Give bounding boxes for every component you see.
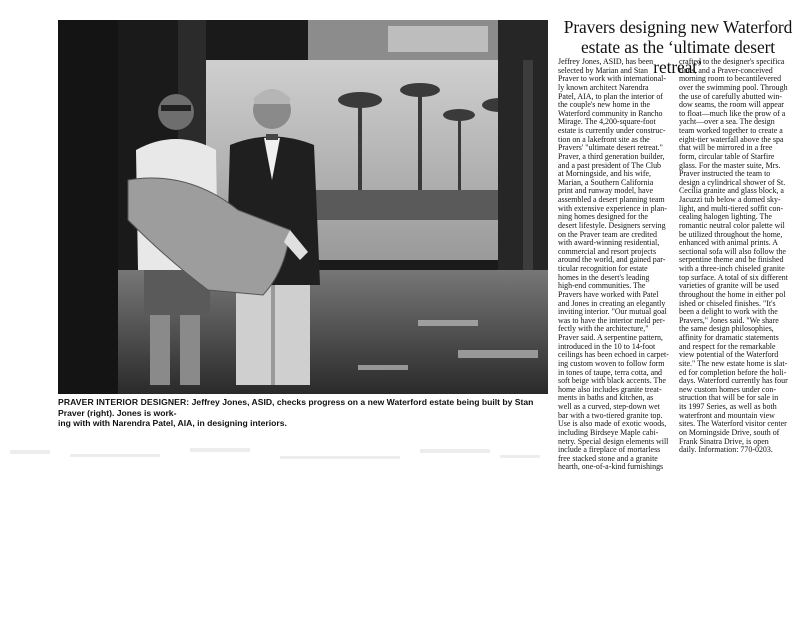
- article-text-line: that will be mirrored in a free: [679, 143, 773, 153]
- article-text-line: with award-winning residential,: [558, 238, 660, 248]
- article-text-line: daily. Information: 770-0203.: [679, 445, 773, 455]
- article-text-line: ning homes designed for the: [558, 212, 648, 222]
- article-text-line: on Morningside Drive, south of: [679, 427, 780, 437]
- article-text-line: the use of carefully abutted win-: [679, 91, 782, 101]
- caption-lead: PRAVER INTERIOR DESIGNER:: [58, 397, 190, 407]
- article-text-line: and a past president of The Club: [558, 160, 662, 170]
- article-text-line: sectional sofa will also follow the: [679, 246, 786, 256]
- article-text-line: the couple's new home in the: [558, 100, 651, 110]
- article-text-line: was to have the interior meld per-: [558, 315, 665, 325]
- photo-illustration: [58, 20, 548, 394]
- article-text-line: Jacuzzi tub below a domed sky-: [679, 195, 781, 204]
- article-text-line: fectly with the architecture,": [558, 324, 649, 334]
- article-text-line: view potential of the Waterford: [679, 350, 779, 360]
- article-text-line: ly known architect Narendra: [558, 82, 649, 92]
- article-text-line: netry. Special design elements will: [558, 436, 669, 446]
- article-text-line: waterfront and mountain view: [679, 410, 775, 420]
- article-text-line: ing custom woven to follow form: [558, 358, 665, 368]
- article-text-line: sites. The Waterford visitor center: [679, 419, 787, 429]
- article-text-line: light, and multi-tiered soffit con-: [679, 203, 784, 213]
- article-text-line: throughout the home in either pol: [679, 289, 786, 299]
- article-text-line: free stacked stone and a granite: [558, 453, 658, 463]
- news-photo: [58, 20, 548, 394]
- article-text-line: Mirage. The 4,200-square-foot: [558, 117, 656, 127]
- article-text-line: tion on a lakefront site as the: [558, 134, 650, 144]
- article-text-line: Pravers' "ultimate desert retreat.": [558, 143, 663, 153]
- article-text-line: cealing halogen lighting. The: [679, 212, 772, 222]
- article-text-line: around the world, and gained par-: [558, 255, 666, 265]
- article-text-line: glass. For the master suite, Mrs.: [679, 160, 781, 170]
- article-text-line: ceilings has been echoed in carpet-: [558, 350, 669, 360]
- article-text-line: Patel, AIA, to plan the interior of: [558, 91, 663, 101]
- article-text-line: with extensive experience in plan-: [558, 203, 667, 213]
- article-text-line: serpentine theme and be finished: [679, 255, 784, 265]
- article-text-line: commercial and resort projects: [558, 246, 657, 256]
- article-text-line: the same design philosophies,: [679, 324, 774, 334]
- article-text-line: introduced in the 10 to 14-foot: [558, 341, 656, 351]
- article-text-line: homes in the desert's leading: [558, 272, 650, 282]
- article-text-line: Frank Sinatra Drive, is open: [679, 436, 769, 446]
- article-text-line: eight-tier waterfall above the spa: [679, 134, 784, 144]
- caption-text: Jeffrey Jones, ASID, checks progress on a new Waterford estate being built by Stan Praver (right). Jones is work-: [58, 397, 534, 418]
- article-text-line: and Jones in creating an elegantly: [558, 298, 666, 308]
- article-text-line: hearth, one-of-a-kind furnishings: [558, 462, 664, 472]
- article-text-line: estate is currently under construc-: [558, 126, 666, 135]
- article-text-line: varieties of granite will be used: [679, 281, 779, 291]
- article-text-line: form, circular table of Starfire: [679, 151, 775, 161]
- article-text-line: tions, and a Praver-conceived: [679, 65, 773, 75]
- article-text-line: desert lifestyle. Designers serving: [558, 220, 666, 230]
- article-text-line: high-end communities. The: [558, 281, 646, 291]
- article-text-line: with a three-inch chiseled granite: [679, 264, 785, 273]
- article-text-line: enhanced with animal prints. A: [679, 238, 778, 248]
- article-text-line: yacht—over a sea. The design: [679, 117, 775, 127]
- article-text-line: team worked together to create a: [679, 126, 783, 135]
- article-text-line: Praver said. A serpentine pattern,: [558, 333, 663, 342]
- article-text-line: Praver to work with international-: [558, 74, 667, 84]
- article-text-line: assembled a desert planning team: [558, 195, 665, 204]
- article-text-line: struction that will be for sale in: [679, 393, 779, 403]
- article-text-line: design a cylindrical shower of St.: [679, 177, 786, 187]
- article-text-line: soft beige with black accents. The: [558, 376, 666, 386]
- article-text-line: ticular recognition for estate: [558, 264, 648, 273]
- article-text-line: bar with a two-tiered granite top.: [558, 410, 663, 420]
- article-text-line: home also includes granite treat-: [558, 384, 662, 394]
- article-text-line: Waterford community in Rancho: [558, 108, 663, 118]
- article-text-line: morning room to becantilevered: [679, 74, 782, 84]
- article-text-line: selected by Marian and Stan: [558, 65, 648, 75]
- article-text-line: new custom homes under con-: [679, 384, 776, 394]
- article-text-line: Use is also made of exotic woods,: [558, 419, 667, 429]
- article-text-line: been a delight to work with the: [679, 307, 778, 317]
- photo-caption: [58, 397, 548, 429]
- article-text-line: over the swimming pool. Through: [679, 82, 788, 92]
- article-column-2: [679, 58, 800, 455]
- caption-line2: ing with with Narendra Patel, AIA, in designing interiors.: [58, 418, 287, 429]
- article-text-line: crafted to the designer's specifica: [679, 58, 785, 66]
- article-text-line: Pravers," Jones said. "We share: [679, 315, 779, 325]
- article-text-line: ed for completion before the holi-: [679, 367, 787, 377]
- article-text-line: inviting interior. "Our mutual goal: [558, 307, 667, 317]
- article-text-line: and respect for the remarkable: [679, 341, 776, 351]
- article-text-line: in tones of taupe, terra cotta, and: [558, 367, 663, 377]
- article-text-line: days. Waterford currently has four: [679, 376, 788, 386]
- article-text-line: be utilized throughout the home,: [679, 229, 783, 239]
- article-text-line: top surface. A total of six different: [679, 272, 788, 282]
- headline-line1: Pravers designing new Waterford: [563, 17, 793, 37]
- article-text-line: romantic neutral color palette wil: [679, 220, 785, 230]
- article-text-line: Jeffrey Jones, ASID, has been: [558, 58, 654, 66]
- article-text-line: on the Praver team are credited: [558, 229, 657, 239]
- article-text-line: well as a curved, step-down wet: [558, 402, 660, 411]
- article-text-line: dow seams, the room will appear: [679, 100, 784, 110]
- print-bleed-smudge: [0, 440, 560, 480]
- article-text-line: include a fireplace of mortarless: [558, 445, 661, 455]
- article-text-line: including Birdseye Maple cabi-: [558, 427, 659, 437]
- article-text-line: Praver, a third generation builder,: [558, 151, 665, 161]
- headline-line2: estate as the ‘ultimate desert retreat’: [580, 37, 775, 77]
- article-text-line: ments in baths and kitchen, as: [558, 393, 654, 403]
- article-text-line: site." The new estate home is slat-: [679, 358, 788, 368]
- article-text-line: Praver instructed the team to: [679, 169, 771, 179]
- article-text-line: at Morningside, and his wife,: [558, 169, 652, 179]
- article-text-line: Cecilia granite and glass block, a: [679, 186, 784, 196]
- article-text-line: Pravers have worked with Patel: [558, 289, 659, 299]
- article-text-line: print and runway model, have: [558, 186, 654, 196]
- article-text-line: to float—much like the prow of a: [679, 108, 786, 118]
- article-text-line: its 1997 Series, as well as both: [679, 402, 777, 411]
- article-column-1: [558, 58, 676, 472]
- article-text-line: Marian, a Southern California: [558, 177, 654, 187]
- article-text-line: affinity for dramatic statements: [679, 333, 779, 342]
- article-text-line: ished or chiseled finishes. "It's: [679, 298, 776, 308]
